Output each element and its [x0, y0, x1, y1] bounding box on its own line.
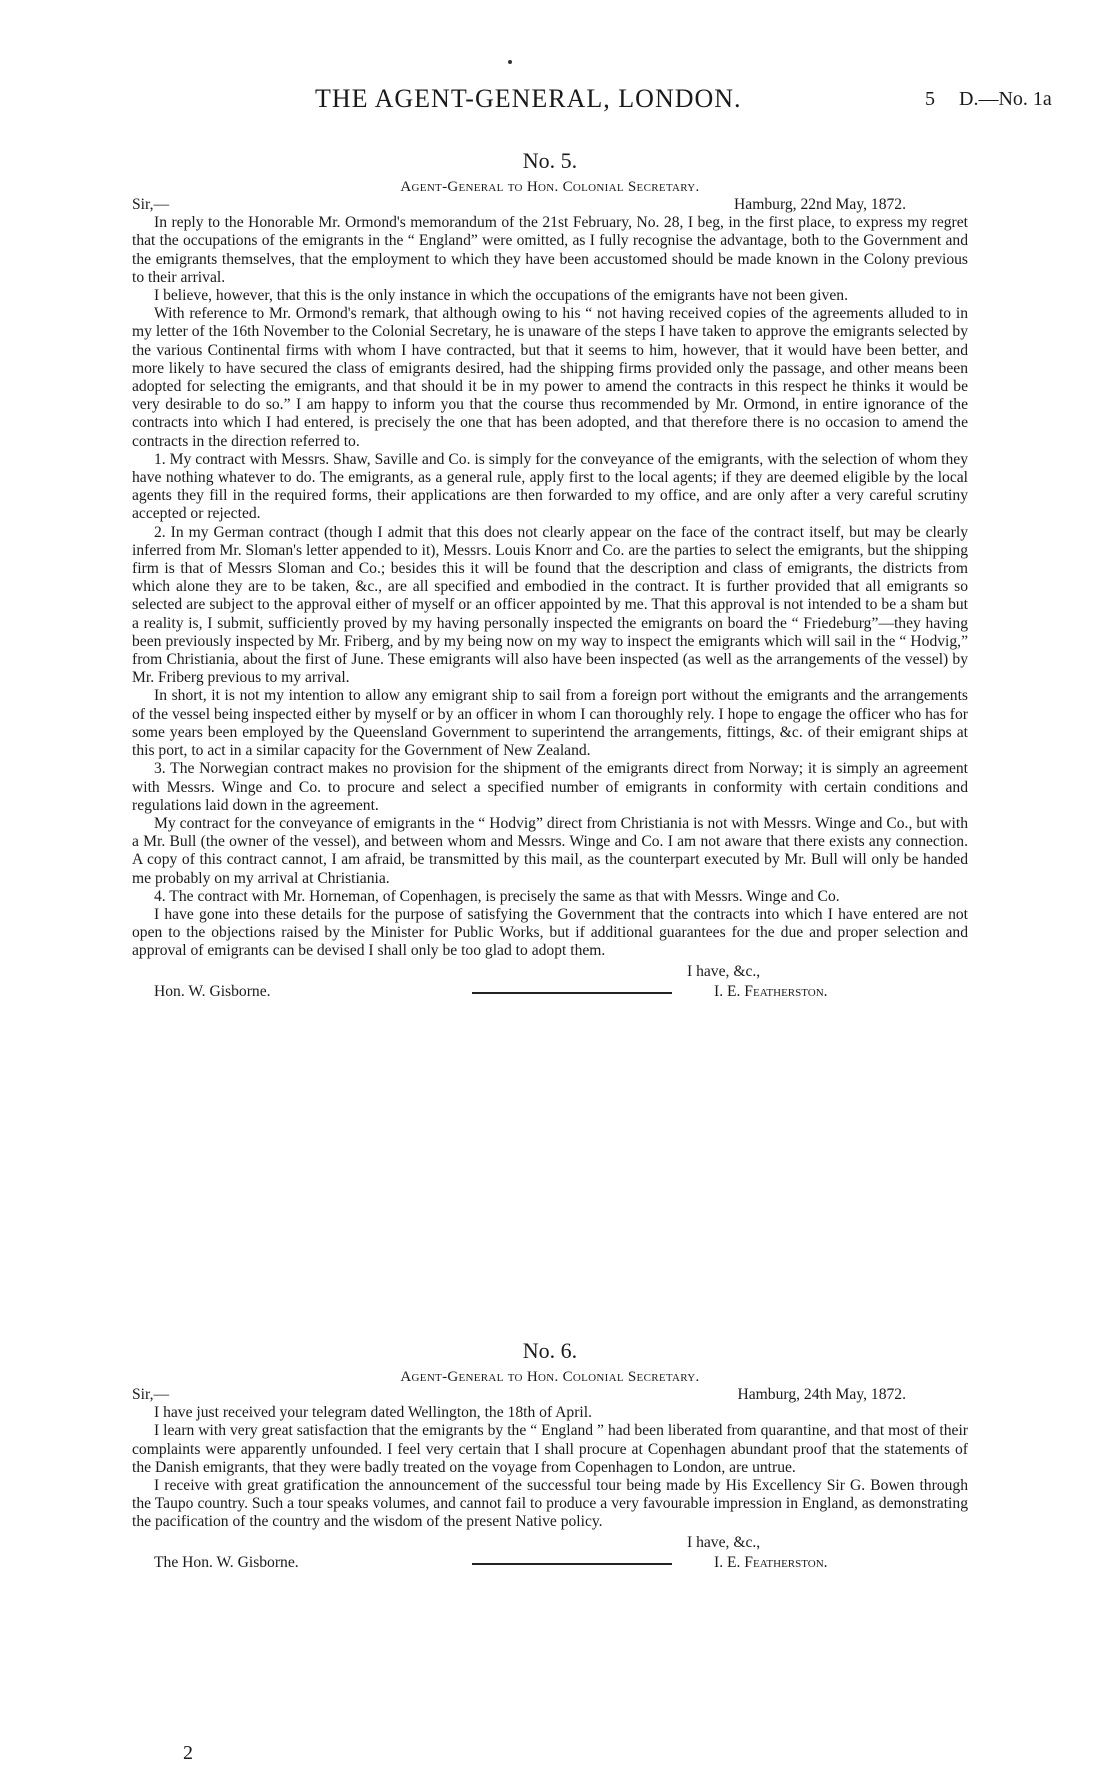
letter-6-closing: I have, &c.,: [687, 1533, 761, 1551]
letter-5-closing: I have, &c.,: [687, 962, 761, 980]
letter-6-paragraph: I have just received your telegram dated Wellington, the 18th of April.: [154, 1404, 592, 1422]
letter-5-paragraph: 2. In my German contract (though I admit that this does not clearly appear on the face of the contract itself, but may be clearly inferred from Mr. Sloman's letter appended to it), Messrs. Louis Knorr and Co. are the parties to select the emigrants, but the shipping firm is that of Messrs Sloman and Co.; besides this it will be found that the description and class of emigrants, the districts from which alone they are to be taken, &c., are all specified and embodied in the contract. It is further provided that all emigrants so selected are subject to the approval either of myself or an officer appointed by me. That this approval is not intended to be a sham but a reality is, I submit, sufficiently proved by my having personally inspected the emigrants on board the “ Friedeburg”—they having been previously inspected by Mr. Friberg, and by my being now on my way to inspect the emigrants which will sail in the “ Hodvig,” from Christiania, about the first of June. These emigrants will also have been inspected (as well as the arrangements of the vessel) by Mr. Friberg previous to my arrival.: [132, 523, 968, 687]
printer-mark: [508, 60, 512, 64]
letter-5-number: No. 5.: [522, 148, 578, 173]
letter-6-salutation: Sir,—: [132, 1386, 170, 1404]
letter-5-paragraph: 4. The contract with Mr. Horneman, of Copenhagen, is precisely the same as that with Messrs. Winge and Co.: [154, 887, 840, 905]
letter-6: [132, 1338, 968, 1574]
letter-5-signer: I. E. Featherston.: [714, 982, 828, 1000]
letter-6-paragraph: I learn with very great satisfaction that the emigrants by the “ England ” had been liberated from quarantine, and that most of their complaints were apparently unfounded. I feel very certain that I shall procure at Copenhagen abundant proof that the statements of the Danish emigrants, that they were badly treated on the voyage from Copenhagen to London, are untrue.: [132, 1422, 968, 1476]
letter-5-paragraph: In short, it is not my intention to allow any emigrant ship to sail from a foreign port without the emigrants and the arrangements of the vessel being inspected either by myself or by an officer in whom I can thoroughly rely. I hope to engage the officer who has for some years been employed by the Queensland Government to superintend the arrangements, fittings, &c. of their emigrant ships at this port, to act in a similar capacity for the Government of New Zealand.: [132, 687, 968, 760]
letter-6-signer: I. E. Featherston.: [714, 1553, 828, 1571]
letter-5-subhead: Agent-General to Hon. Colonial Secretary.: [400, 179, 700, 195]
letter-5-dateline: [132, 196, 968, 214]
document-reference: D.—No. 1a: [959, 88, 1052, 110]
letter-6-number: No. 6.: [522, 1338, 578, 1363]
letter-5-paragraph: 1. My contract with Messrs. Shaw, Saville and Co. is simply for the conveyance of the emigrants, with the selection of whom they have nothing whatever to do. The emigrants, as a general rule, apply first to the local agents; if they are deemed eligible by the local agents they fill in the required forms, their applications are then forwarded to my office, and are only after a very careful scrutiny accepted or rejected.: [132, 450, 968, 523]
letter-5-closing-block: [132, 963, 968, 1003]
section-divider: [472, 1563, 672, 1565]
letter-6-dateline: [132, 1386, 968, 1404]
letter-5: [132, 148, 968, 1003]
letter-5-recipient: Hon. W. Gisborne.: [154, 982, 271, 1000]
letter-6-recipient: The Hon. W. Gisborne.: [154, 1553, 299, 1571]
sheet-number: 2: [183, 1742, 193, 1764]
letter-5-paragraph: 3. The Norwegian contract makes no provision for the shipment of the emigrants direct from Norway; it is simply an agreement with Messrs. Winge and Co. to procure and select a specified number of emigrants in conformity with certain conditions and regulations laid down in the agreement.: [132, 760, 968, 814]
letter-5-paragraph: My contract for the conveyance of emigrants in the “ Hodvig” direct from Christiania is not with Messrs. Winge and Co., but with a Mr. Bull (the owner of the vessel), and between whom and Messrs. Winge and Co. I am not aware that there exists any connection. A copy of this contract cannot, I am afraid, be transmitted by this mail, as the counterpart executed by Mr. Bull will only be handed me probably on my arrival at Christiania.: [132, 814, 968, 887]
letter-5-paragraph: With reference to Mr. Ormond's remark, that although owing to his “ not having received copies of the agreements alluded to in my letter of the 16th November to the Colonial Secretary, he is unaware of the steps I have taken to approve the emigrants selected by the various Continental firms with whom I have contracted, but that it seems to him, however, that it would have been better, and more likely to have secured the class of emigrants desired, had the shipping firms provided only the passage, and other means been adopted for selecting the emigrants, and that should it be in my power to amend the contracts in this respect he thinks it would be very desirable to do so.” I am happy to inform you that the course thus recommended by Mr. Ormond, in entire ignorance of the contracts into which I had entered, is precisely the one that has been adopted, and that therefore there is no occasion to amend the contracts in the direction referred to.: [132, 305, 969, 450]
page-number: 5: [925, 88, 935, 110]
page-header: [120, 84, 1052, 124]
letter-6-paragraph: I receive with great gratification the announcement of the successful tour being made by His Excellency Sir G. Bowen through the Taupo country. Such a tour speaks volumes, and cannot fail to produce a very favourable impression in England, as demonstrating the pacification of the country and the wisdom of the present Native policy.: [132, 1477, 968, 1531]
letter-5-paragraph: I believe, however, that this is the only instance in which the occupations of the emigrants have not been given.: [154, 287, 848, 305]
section-divider: [472, 992, 672, 994]
letter-6-closing-block: [132, 1534, 968, 1574]
page-title: THE AGENT-GENERAL, LONDON.: [315, 84, 742, 113]
letter-6-subhead: Agent-General to Hon. Colonial Secretary.: [400, 1369, 700, 1385]
letter-5-paragraph: In reply to the Honorable Mr. Ormond's memorandum of the 21st February, No. 28, I beg, in the first place, to express my regret that the occupations of the emigrants in the “ England” were omitted, as I fully recognise the advantage, both to the Government and the emigrants themselves, that the employment to which they have been accustomed should be made known in the Colony previous to their arrival.: [132, 214, 968, 286]
letter-6-date: Hamburg, 24th May, 1872.: [737, 1386, 906, 1404]
letter-5-date: Hamburg, 22nd May, 1872.: [734, 196, 906, 214]
letter-5-salutation: Sir,—: [132, 196, 170, 214]
letter-5-paragraph: I have gone into these details for the purpose of satisfying the Government that the contracts into which I have entered are not open to the objections raised by the Minister for Public Works, but if additional guarantees for the due and proper selection and approval of emigrants can be devised I shall only be too glad to adopt them.: [132, 905, 968, 960]
